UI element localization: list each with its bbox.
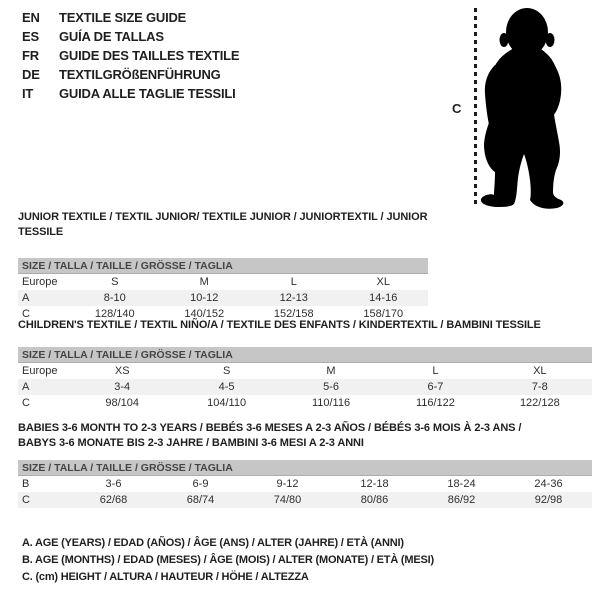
footnote-a: A. AGE (YEARS) / EDAD (AÑOS) / ÂGE (ANS) / ALTER (JAHRE) / ETÀ (ANNI): [22, 537, 404, 549]
table-row: [18, 492, 592, 508]
cell-value: 3-4: [114, 381, 131, 393]
table-title-line: BABIES 3-6 MONTH TO 2-3 YEARS / BEBÉS 3-6 MESES A 2-3 AÑOS / BÉBÉS 3-6 MOIS À 2-3 ANS /: [18, 422, 522, 434]
cell-value: 9-12: [276, 478, 299, 490]
row-label: A: [22, 292, 30, 304]
footnote-c: C. (cm) HEIGHT / ALTURA / HAUTEUR / HÖHE / ALTEZZA: [22, 571, 309, 583]
language-label: TEXTILGRÖßENFÜHRUNG: [59, 67, 221, 82]
cell-value: 140/152: [184, 308, 225, 320]
size-header-bar: SIZE / TALLA / TAILLE / GRÖSSE / TAGLIA: [18, 460, 592, 476]
size-table-section-0: [18, 210, 428, 322]
language-row: [22, 27, 239, 46]
row-label: Europe: [22, 365, 58, 377]
cell-value: 158/170: [363, 308, 404, 320]
language-label: TEXTILE SIZE GUIDE: [59, 10, 187, 25]
cell-value: 6-9: [192, 478, 209, 490]
cell-value: 4-5: [218, 381, 235, 393]
language-row: [22, 65, 239, 84]
footnote-b: B. AGE (MONTHS) / EDAD (MESES) / ÂGE (MOIS) / ALTER (MONATE) / ETÀ (MESI): [22, 554, 434, 566]
table-row: [18, 290, 428, 306]
cell-value: 3-6: [105, 478, 122, 490]
cell-value: 74/80: [273, 494, 302, 506]
cell-value: 98/104: [105, 397, 140, 409]
cell-value: L: [290, 276, 297, 288]
cell-value: 8-10: [103, 292, 126, 304]
language-code: FR: [22, 48, 39, 63]
height-marker-label: C: [452, 101, 462, 116]
size-header-bar: SIZE / TALLA / TAILLE / GRÖSSE / TAGLIA: [18, 347, 592, 363]
cell-value: 10-12: [190, 292, 219, 304]
language-title-list: [22, 8, 239, 103]
cell-value: L: [432, 365, 439, 377]
table-title-line: BABYS 3-6 MONATE BIS 2-3 JAHRE / BAMBINI 3-6 MESI A 2-3 ANNI: [18, 437, 364, 449]
column-header-row: [18, 274, 428, 290]
cell-value: 68/74: [186, 494, 215, 506]
language-code: DE: [22, 67, 40, 82]
column-header-row: [18, 363, 592, 379]
cell-value: 7-8: [531, 381, 548, 393]
table-row: [18, 476, 592, 492]
cell-value: 12-13: [279, 292, 308, 304]
cell-value: 5-6: [323, 381, 339, 393]
language-code: IT: [22, 86, 34, 101]
size-table-section-2: [18, 421, 592, 508]
language-code: ES: [22, 29, 39, 44]
cell-value: 92/98: [534, 494, 563, 506]
cell-value: 86/92: [447, 494, 476, 506]
row-label: B: [22, 478, 30, 490]
language-row: [22, 8, 239, 27]
cell-value: M: [326, 365, 336, 377]
language-label: GUIDA ALLE TAGLIE TESSILI: [59, 86, 236, 101]
table-title-line: JUNIOR TEXTILE / TEXTIL JUNIOR/ TEXTILE JUNIOR / JUNIORTEXTIL / JUNIOR TESSILE: [18, 211, 428, 238]
table-title: [18, 318, 592, 333]
row-label: C: [22, 494, 30, 506]
cell-value: 116/122: [415, 397, 455, 409]
cell-value: S: [222, 365, 231, 377]
table-row: [18, 379, 592, 395]
table-title: [18, 210, 428, 240]
cell-value: 62/68: [99, 494, 128, 506]
cell-value: 110/116: [311, 397, 351, 409]
cell-value: 104/110: [207, 397, 247, 409]
cell-value: 18-24: [447, 478, 476, 490]
cell-value: S: [111, 276, 119, 288]
cell-value: 12-18: [360, 478, 389, 490]
language-row: [22, 46, 239, 65]
cell-value: XL: [376, 276, 390, 288]
cell-value: XS: [114, 365, 130, 377]
cell-value: 80/86: [360, 494, 389, 506]
cell-value: 6-7: [427, 381, 444, 393]
language-label: GUÍA DE TALLAS: [59, 29, 164, 44]
footnotes: [22, 535, 434, 586]
row-label: C: [22, 308, 30, 320]
table-row: [18, 395, 592, 411]
cell-value: XL: [533, 365, 547, 377]
size-header-bar: SIZE / TALLA / TAILLE / GRÖSSE / TAGLIA: [18, 258, 428, 274]
language-code: EN: [22, 10, 40, 25]
row-label: C: [22, 397, 30, 409]
cell-value: 24-36: [534, 478, 563, 490]
size-table-section-1: [18, 318, 592, 411]
cell-value: 152/158: [273, 308, 314, 320]
cell-value: M: [199, 276, 209, 288]
cell-value: 14-16: [369, 292, 398, 304]
table-title: [18, 421, 592, 451]
language-label: GUIDE DES TAILLES TEXTILE: [59, 48, 240, 63]
cell-value: 128/140: [94, 308, 135, 320]
row-label: Europe: [22, 276, 58, 288]
language-row: [22, 84, 239, 103]
cell-value: 122/128: [519, 397, 560, 409]
row-label: A: [22, 381, 30, 393]
table-title-line: CHILDREN'S TEXTILE / TEXTIL NIÑO/A / TEXTILE DES ENFANTS / KINDERTEXTIL / BAMBINI TESSILE: [18, 319, 541, 331]
toddler-silhouette-image: [473, 2, 593, 217]
